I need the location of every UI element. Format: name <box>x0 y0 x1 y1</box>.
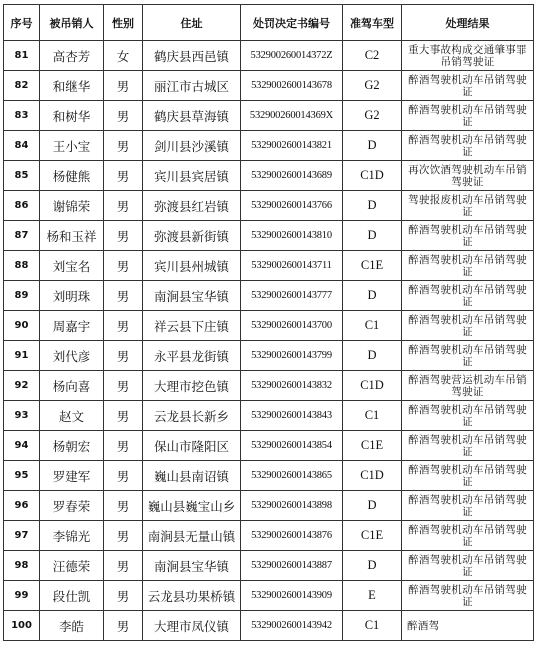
cell-decision-number: 5329002600143766 <box>241 191 343 221</box>
cell-result: 醉酒驾驶机动车吊销驾驶证 <box>402 521 534 551</box>
cell-no: 93 <box>4 401 40 431</box>
cell-name: 杨朝宏 <box>40 431 104 461</box>
cell-name: 赵文 <box>40 401 104 431</box>
cell-decision-number: 5329002600143678 <box>241 71 343 101</box>
header-row <box>4 5 534 41</box>
table-row <box>4 251 534 281</box>
cell-no: 84 <box>4 131 40 161</box>
table-row <box>4 551 534 581</box>
cell-no: 90 <box>4 311 40 341</box>
cell-result: 醉酒驾 <box>402 611 534 641</box>
table-row <box>4 221 534 251</box>
cell-no: 92 <box>4 371 40 401</box>
table-row <box>4 461 534 491</box>
cell-decision-number: 5329002600143898 <box>241 491 343 521</box>
cell-name: 罗春荣 <box>40 491 104 521</box>
cell-gender: 男 <box>104 521 143 551</box>
cell-name: 谢锦荣 <box>40 191 104 221</box>
cell-address: 弥渡县新街镇 <box>143 221 241 251</box>
cell-address: 保山市隆阳区 <box>143 431 241 461</box>
cell-decision-number: 5329002600143799 <box>241 341 343 371</box>
cell-name: 杨和玉祥 <box>40 221 104 251</box>
cell-no: 100 <box>4 611 40 641</box>
cell-address: 南涧县宝华镇 <box>143 551 241 581</box>
cell-no: 91 <box>4 341 40 371</box>
cell-no: 85 <box>4 161 40 191</box>
cell-decision-number: 5329002600143700 <box>241 311 343 341</box>
cell-license-type: C1D <box>343 161 402 191</box>
cell-decision-number: 5329002600143887 <box>241 551 343 581</box>
cell-decision-number: 5329002600143711 <box>241 251 343 281</box>
cell-result: 醉酒驾驶机动车吊销驾驶证 <box>402 581 534 611</box>
cell-address: 弥渡县红岩镇 <box>143 191 241 221</box>
cell-name: 段仕凯 <box>40 581 104 611</box>
cell-no: 98 <box>4 551 40 581</box>
cell-decision-number: 532900260014372Z <box>241 41 343 71</box>
cell-result: 醉酒驾驶机动车吊销驾驶证 <box>402 281 534 311</box>
cell-decision-number: 5329002600143689 <box>241 161 343 191</box>
header-license-type: 准驾车型 <box>343 5 402 41</box>
cell-name: 刘明珠 <box>40 281 104 311</box>
cell-license-type: C1 <box>343 311 402 341</box>
cell-decision-number: 5329002600143777 <box>241 281 343 311</box>
cell-license-type: C1D <box>343 371 402 401</box>
cell-gender: 男 <box>104 71 143 101</box>
cell-license-type: C1E <box>343 521 402 551</box>
cell-gender: 男 <box>104 131 143 161</box>
table-row <box>4 581 534 611</box>
cell-gender: 男 <box>104 191 143 221</box>
cell-result: 醉酒驾驶机动车吊销驾驶证 <box>402 251 534 281</box>
table-row <box>4 311 534 341</box>
table-row <box>4 431 534 461</box>
cell-name: 刘宝名 <box>40 251 104 281</box>
cell-gender: 男 <box>104 251 143 281</box>
cell-license-type: C1 <box>343 401 402 431</box>
cell-address: 鹤庆县草海镇 <box>143 101 241 131</box>
cell-no: 86 <box>4 191 40 221</box>
cell-address: 云龙县功果桥镇 <box>143 581 241 611</box>
cell-name: 杨健熊 <box>40 161 104 191</box>
cell-decision-number: 5329002600143876 <box>241 521 343 551</box>
cell-license-type: D <box>343 281 402 311</box>
cell-result: 醉酒驾驶机动车吊销驾驶证 <box>402 131 534 161</box>
cell-address: 巍山县巍宝山乡 <box>143 491 241 521</box>
cell-gender: 男 <box>104 401 143 431</box>
cell-decision-number: 5329002600143832 <box>241 371 343 401</box>
cell-result: 醉酒驾驶机动车吊销驾驶证 <box>402 401 534 431</box>
cell-address: 宾川县州城镇 <box>143 251 241 281</box>
cell-no: 94 <box>4 431 40 461</box>
cell-address: 祥云县下庄镇 <box>143 311 241 341</box>
header-decision-number: 处罚决定书编号 <box>241 5 343 41</box>
cell-no: 81 <box>4 41 40 71</box>
table-row <box>4 371 534 401</box>
cell-decision-number: 532900260014369X <box>241 101 343 131</box>
cell-name: 高杏芳 <box>40 41 104 71</box>
cell-result: 醉酒驾驶机动车吊销驾驶证 <box>402 431 534 461</box>
cell-address: 剑川县沙溪镇 <box>143 131 241 161</box>
cell-name: 汪德荣 <box>40 551 104 581</box>
header-name: 被吊销人 <box>40 5 104 41</box>
cell-no: 88 <box>4 251 40 281</box>
cell-result: 醉酒驾驶机动车吊销驾驶证 <box>402 101 534 131</box>
cell-result: 醉酒驾驶机动车吊销驾驶证 <box>402 71 534 101</box>
cell-gender: 男 <box>104 101 143 131</box>
cell-license-type: D <box>343 191 402 221</box>
cell-name: 和树华 <box>40 101 104 131</box>
cell-no: 82 <box>4 71 40 101</box>
table-row <box>4 41 534 71</box>
cell-result: 醉酒驾驶机动车吊销驾驶证 <box>402 491 534 521</box>
cell-result: 驾驶报废机动车吊销驾驶证 <box>402 191 534 221</box>
table-row <box>4 281 534 311</box>
cell-decision-number: 5329002600143821 <box>241 131 343 161</box>
cell-license-type: D <box>343 221 402 251</box>
cell-gender: 男 <box>104 221 143 251</box>
cell-decision-number: 5329002600143942 <box>241 611 343 641</box>
cell-gender: 男 <box>104 461 143 491</box>
cell-no: 99 <box>4 581 40 611</box>
cell-license-type: G2 <box>343 101 402 131</box>
cell-license-type: D <box>343 341 402 371</box>
cell-no: 83 <box>4 101 40 131</box>
cell-result: 重大事故构成交通肇事罪吊销驾驶证 <box>402 41 534 71</box>
cell-address: 丽江市古城区 <box>143 71 241 101</box>
header-result: 处理结果 <box>402 5 534 41</box>
cell-address: 大理市凤仪镇 <box>143 611 241 641</box>
cell-address: 南涧县宝华镇 <box>143 281 241 311</box>
cell-no: 87 <box>4 221 40 251</box>
cell-no: 97 <box>4 521 40 551</box>
cell-decision-number: 5329002600143909 <box>241 581 343 611</box>
header-no: 序号 <box>4 5 40 41</box>
cell-address: 大理市挖色镇 <box>143 371 241 401</box>
cell-gender: 男 <box>104 611 143 641</box>
table-row <box>4 401 534 431</box>
cell-license-type: C1 <box>343 611 402 641</box>
cell-name: 李锦光 <box>40 521 104 551</box>
cell-result: 醉酒驾驶机动车吊销驾驶证 <box>402 221 534 251</box>
cell-gender: 男 <box>104 341 143 371</box>
cell-no: 89 <box>4 281 40 311</box>
cell-name: 王小宝 <box>40 131 104 161</box>
cell-result: 再次饮酒驾驶机动车吊销驾驶证 <box>402 161 534 191</box>
cell-name: 和继华 <box>40 71 104 101</box>
cell-license-type: D <box>343 491 402 521</box>
cell-license-type: D <box>343 131 402 161</box>
cell-gender: 男 <box>104 371 143 401</box>
cell-address: 巍山县南诏镇 <box>143 461 241 491</box>
cell-address: 鹤庆县西邑镇 <box>143 41 241 71</box>
cell-license-type: C1E <box>343 251 402 281</box>
table-row <box>4 71 534 101</box>
cell-address: 云龙县长新乡 <box>143 401 241 431</box>
cell-address: 宾川县宾居镇 <box>143 161 241 191</box>
cell-address: 永平县龙街镇 <box>143 341 241 371</box>
cell-license-type: G2 <box>343 71 402 101</box>
cell-no: 96 <box>4 491 40 521</box>
cell-gender: 男 <box>104 551 143 581</box>
cell-result: 醉酒驾驶机动车吊销驾驶证 <box>402 341 534 371</box>
cell-decision-number: 5329002600143854 <box>241 431 343 461</box>
cell-license-type: E <box>343 581 402 611</box>
cell-name: 周嘉宇 <box>40 311 104 341</box>
cell-gender: 女 <box>104 41 143 71</box>
cell-name: 李皓 <box>40 611 104 641</box>
cell-license-type: C1D <box>343 461 402 491</box>
cell-address: 南涧县无量山镇 <box>143 521 241 551</box>
table-row <box>4 161 534 191</box>
cell-result: 醉酒驾驶机动车吊销驾驶证 <box>402 311 534 341</box>
revocation-table <box>3 4 534 641</box>
cell-result: 醉酒驾驶机动车吊销驾驶证 <box>402 551 534 581</box>
cell-gender: 男 <box>104 491 143 521</box>
cell-name: 罗建军 <box>40 461 104 491</box>
table-body <box>4 41 534 641</box>
table-row <box>4 131 534 161</box>
cell-decision-number: 5329002600143810 <box>241 221 343 251</box>
cell-gender: 男 <box>104 311 143 341</box>
table-row <box>4 491 534 521</box>
cell-gender: 男 <box>104 431 143 461</box>
cell-name: 杨向喜 <box>40 371 104 401</box>
cell-decision-number: 5329002600143865 <box>241 461 343 491</box>
table-row <box>4 341 534 371</box>
cell-license-type: D <box>343 551 402 581</box>
cell-gender: 男 <box>104 581 143 611</box>
cell-no: 95 <box>4 461 40 491</box>
table-row <box>4 191 534 221</box>
cell-license-type: C1E <box>343 431 402 461</box>
header-gender: 性别 <box>104 5 143 41</box>
table-row <box>4 611 534 641</box>
cell-name: 刘代彦 <box>40 341 104 371</box>
cell-gender: 男 <box>104 281 143 311</box>
cell-result: 醉酒驾驶机动车吊销驾驶证 <box>402 461 534 491</box>
cell-result: 醉酒驾驶营运机动车吊销驾驶证 <box>402 371 534 401</box>
table-row <box>4 521 534 551</box>
table-row <box>4 101 534 131</box>
cell-license-type: C2 <box>343 41 402 71</box>
header-address: 住址 <box>143 5 241 41</box>
cell-gender: 男 <box>104 161 143 191</box>
cell-decision-number: 5329002600143843 <box>241 401 343 431</box>
